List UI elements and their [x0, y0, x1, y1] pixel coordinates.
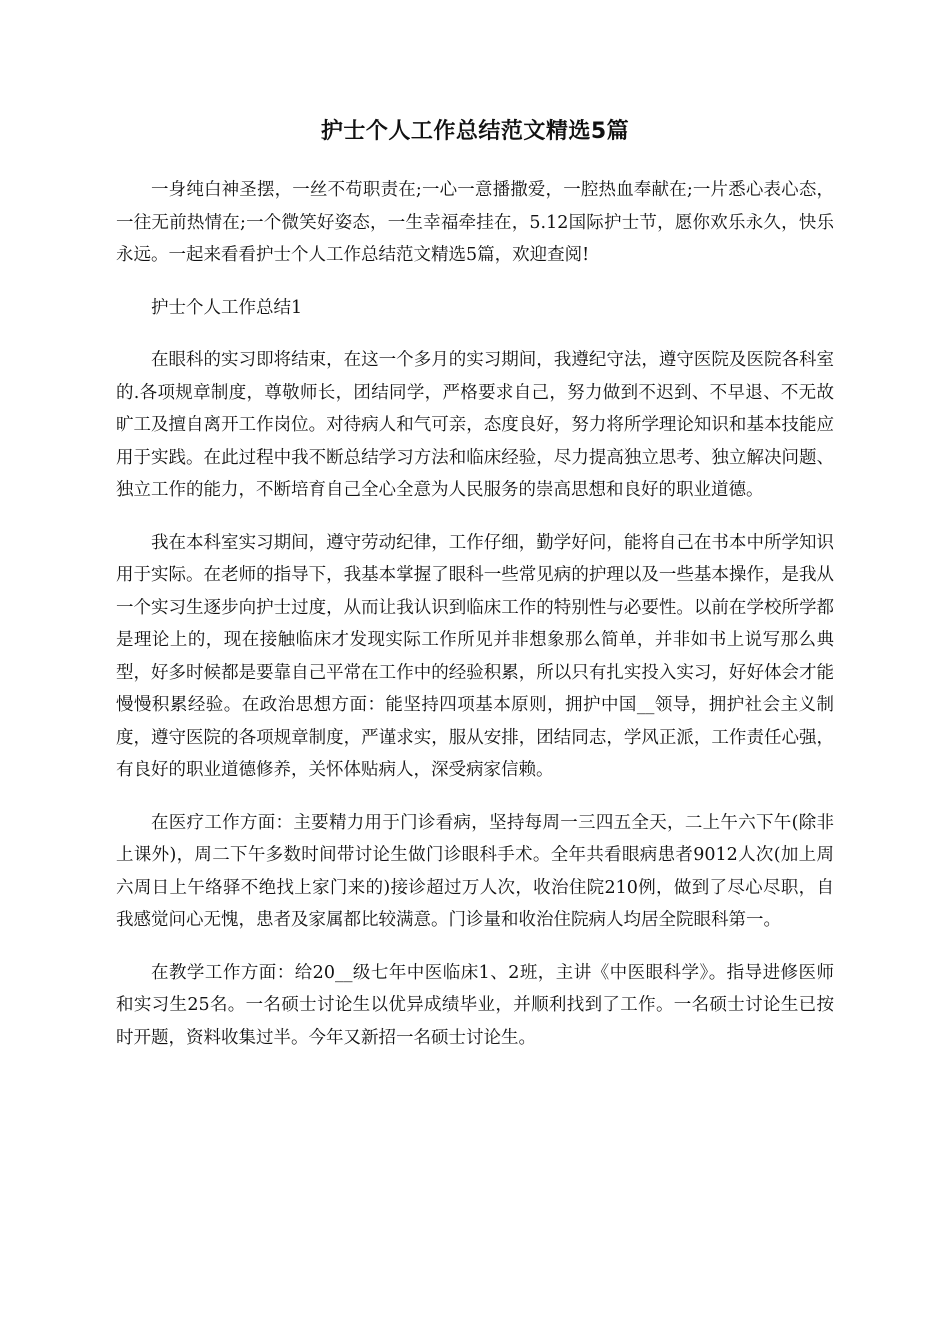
document-title: 护士个人工作总结范文精选5篇 — [320, 119, 630, 144]
body-paragraph-1: 在眼科的实习即将结束，在这一个多月的实习期间，我遵纪守法，遵守医院及医院各科室的.各项规章制度，尊敬师长，团结同学，严格要求自己，努力做到不迟到、不早退、不无故旷工及擅自离开工作岗位。对待病人和气可亲，态度良好，努力将所学理论知识和基本技能应用于实践。在此过程中我不断总结学习方法和临床经验，尽力提高独立思考、独立解决问题、独立工作的能力，不断培育自己全心全意为人民服务的崇高思想和良好的职业道德。 — [116, 350, 834, 500]
document-page — [116, 112, 834, 1074]
section-heading: 护士个人工作总结1 — [151, 297, 303, 318]
body-paragraph-2: 我在本科室实习期间，遵守劳动纪律，工作仔细，勤学好问，能将自己在书本中所学知识用于实际。在老师的指导下，我基本掌握了眼科一些常见病的护理以及一些基本操作，是我从一个实习生逐步向护士过度，从而让我认识到临床工作的特别性与必要性。以前在学校所学都是理论上的，现在接触临床才发现实际工作所见并非想象那么简单，并非如书上说写那么典型，好多时候都是要靠自己平常在工作中的经验积累，所以只有扎实投入实习，好好体会才能慢慢积累经验。在政治思想方面：能坚持四项基本原则，拥护中国__领导，拥护社会主义制度，遵守医院的各项规章制度，严谨求实，服从安排，团结同志，学风正派，工作责任心强，有良好的职业道德修养，关怀体贴病人，深受病家信赖。 — [116, 532, 834, 780]
body-paragraph-4: 在教学工作方面：给20__级七年中医临床1、2班，主讲《中医眼科学》。指导进修医师和实习生25名。一名硕士讨论生以优异成绩毕业，并顺利找到了工作。一名硕士讨论生已按时开题，资料收集过半。今年又新招一名硕士讨论生。 — [116, 962, 834, 1048]
intro-paragraph: 一身纯白神圣摆，一丝不苟职责在;一心一意播撒爱，一腔热血奉献在;一片悉心表心态，一往无前热情在;一个微笑好姿态，一生幸福牵挂在，5.12国际护士节，愿你欢乐永久，快乐永远。一起来看看护士个人工作总结范文精选5篇，欢迎查阅! — [116, 180, 834, 265]
body-paragraph-3: 在医疗工作方面：主要精力用于门诊看病，坚持每周一三四五全天，二上午六下午(除非上课外)，周二下午多数时间带讨论生做门诊眼科手术。全年共看眼病患者9012人次(加上周六周日上午络驿不绝找上家门来的)接诊超过万人次，收治住院210例，做到了尽心尽职，自我感觉问心无愧，患者及家属都比较满意。门诊量和收治住院病人均居全院眼科第一。 — [116, 812, 834, 930]
